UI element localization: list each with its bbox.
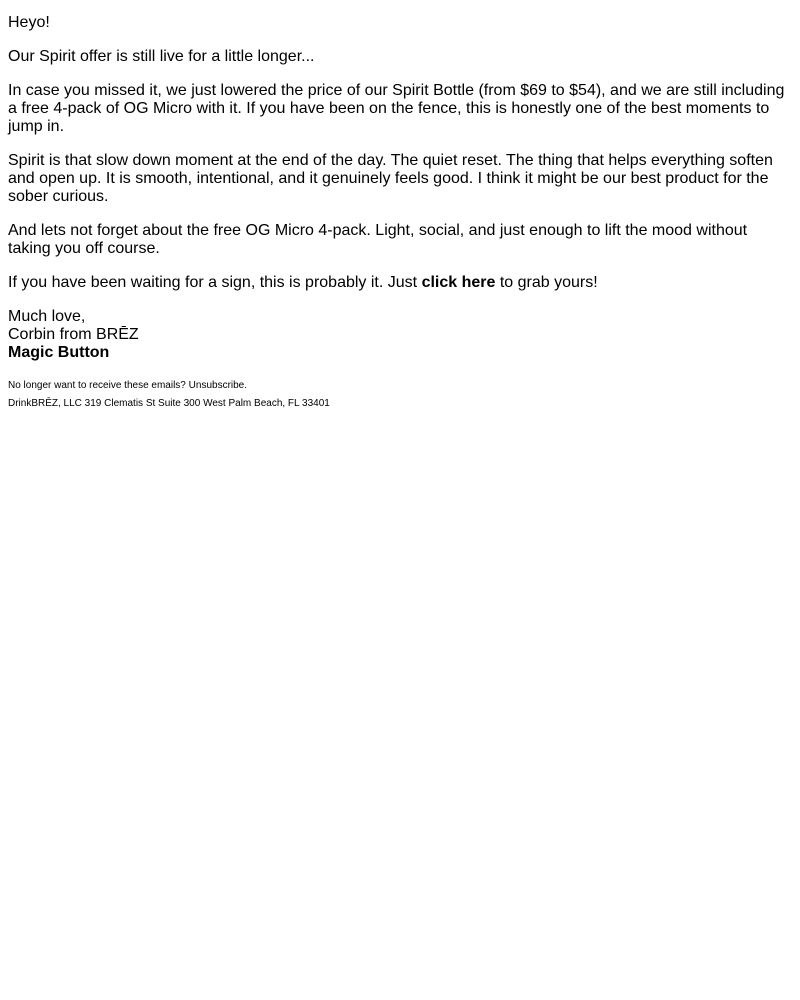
sender-name: Corbin from BRĒZ: [8, 326, 139, 343]
unsubscribe-link[interactable]: Unsubscribe: [188, 380, 245, 391]
unsubscribe-prompt: No longer want to receive these emails?: [8, 380, 189, 391]
cta-paragraph: [8, 274, 792, 292]
magic-button-text: Magic Button: [8, 344, 110, 361]
intro-paragraph: Our Spirit offer is still live for a little longer...: [8, 48, 315, 65]
email-body: [8, 14, 792, 416]
cta-text-before: If you have been waiting for a sign, this is probably it. Just: [8, 274, 422, 291]
cta-text-after: to grab yours!: [495, 274, 598, 291]
spirit-description-paragraph: Spirit is that slow down moment at the end of the day. The quiet reset. The thing that helps everything soften and open up. It is smooth, intentional, and it genuinely feels good. I think it might be our best product for the sober curious.: [8, 152, 773, 205]
email-footer: [8, 380, 792, 410]
greeting: Heyo!: [8, 14, 50, 31]
company-address: DrinkBRĒZ, LLC 319 Clematis St Suite 300 West Palm Beach, FL 33401: [8, 398, 330, 409]
micro-pack-paragraph: And lets not forget about the free OG Micro 4-pack. Light, social, and just enough to lift the mood without taking you off course.: [8, 222, 748, 257]
unsubscribe-line: [8, 380, 792, 392]
click-here-link[interactable]: click here: [421, 274, 496, 291]
signoff-line: Much love,: [8, 308, 86, 325]
unsubscribe-period: .: [244, 380, 248, 391]
price-paragraph: In case you missed it, we just lowered the price of our Spirit Bottle (from $69 to $54), and we are still including a free 4-pack of OG Micro with it. If you have been on the fence, this is honestly one of the best moments to jump in.: [8, 82, 785, 135]
signoff: [8, 308, 792, 362]
